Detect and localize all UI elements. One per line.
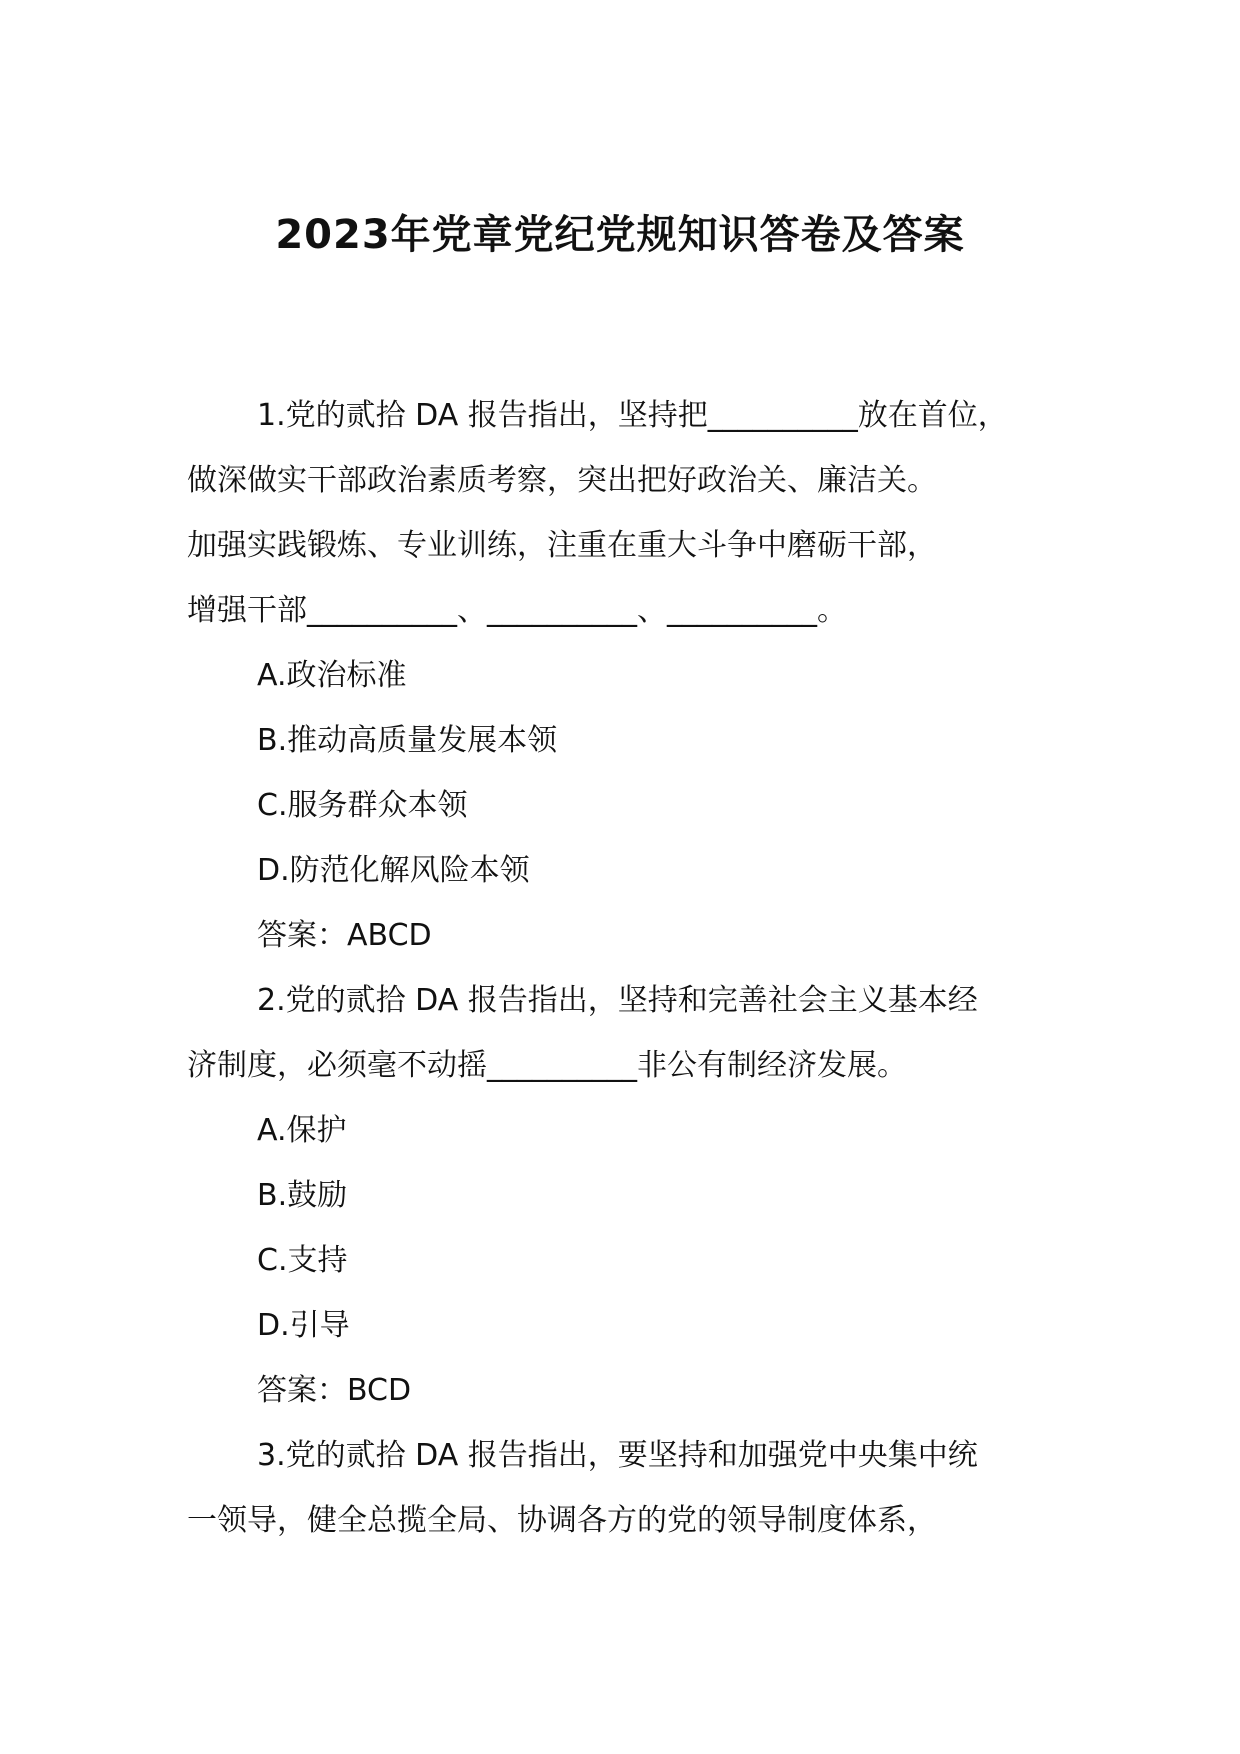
question-1-line-4: 增强干部__________、__________、__________。 bbox=[187, 593, 847, 628]
question-1-option-d: D.防范化解风险本领 bbox=[257, 853, 530, 888]
question-1-option-a: A.政治标准 bbox=[257, 658, 407, 693]
question-2-line-1: 2.党的贰拾 DA 报告指出，坚持和完善社会主义基本经 bbox=[257, 983, 978, 1018]
question-1-option-b: B.推动高质量发展本领 bbox=[257, 723, 558, 758]
question-2-option-a: A.保护 bbox=[257, 1113, 347, 1148]
question-1-line-2: 做深做实干部政治素质考察，突出把好政治关、廉洁关。 bbox=[187, 463, 937, 498]
question-2-option-c: C.支持 bbox=[257, 1243, 348, 1278]
question-3 bbox=[187, 1423, 1087, 1553]
question-2-answer: 答案：BCD bbox=[257, 1373, 412, 1408]
document-title: 2023年党章党纪党规知识答卷及答案 bbox=[275, 212, 965, 258]
question-3-line-1: 3.党的贰拾 DA 报告指出，要坚持和加强党中央集中统 bbox=[257, 1438, 978, 1473]
question-2-line-2: 济制度，必须毫不动摇__________非公有制经济发展。 bbox=[187, 1048, 907, 1083]
question-1 bbox=[187, 383, 1087, 968]
question-1-line-1: 1.党的贰拾 DA 报告指出，坚持把__________放在首位， bbox=[257, 398, 1008, 433]
question-1-answer: 答案：ABCD bbox=[257, 918, 432, 953]
question-2-option-d: D.引导 bbox=[257, 1308, 350, 1343]
question-2 bbox=[187, 968, 1087, 1423]
document-body bbox=[187, 383, 1087, 1553]
question-3-line-2: 一领导，健全总揽全局、协调各方的党的领导制度体系， bbox=[187, 1503, 937, 1538]
question-2-option-b: B.鼓励 bbox=[257, 1178, 348, 1213]
question-1-line-3: 加强实践锻炼、专业训练，注重在重大斗争中磨砺干部， bbox=[187, 528, 937, 563]
question-1-option-c: C.服务群众本领 bbox=[257, 788, 468, 823]
